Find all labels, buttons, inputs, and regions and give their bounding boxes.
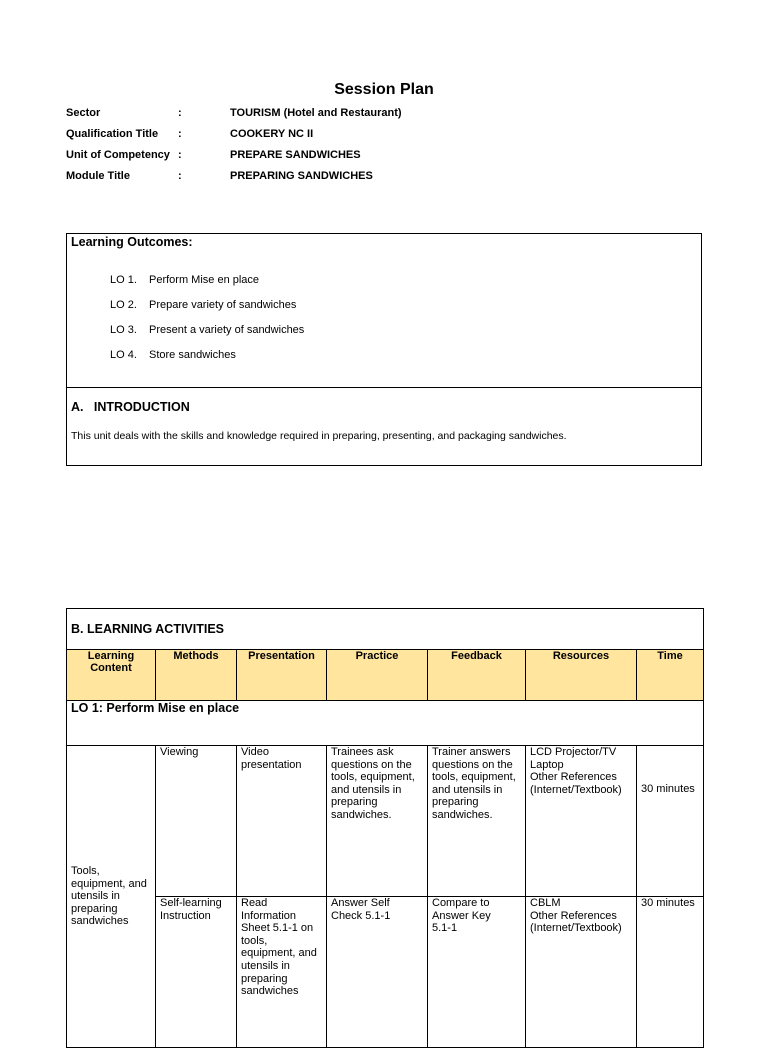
presentation-cell: Video presentation: [237, 746, 327, 897]
practice-cell: Answer Self Check 5.1-1: [327, 897, 428, 1048]
list-item: [110, 273, 510, 298]
feedback-cell: Compare to Answer Key 5.1-1: [428, 897, 526, 1048]
list-item: [110, 298, 510, 323]
learning-content-cell: Tools, equipment, and utensils in preparing sandwiches: [67, 746, 156, 1048]
learning-activities-heading: B. LEARNING ACTIVITIES: [67, 609, 704, 650]
session-metadata: [66, 106, 466, 190]
meta-label: Qualification Title: [66, 128, 159, 140]
practice-cell: Trainees ask questions on the tools, equipment, and utensils in preparing sandwiches.: [327, 746, 428, 897]
lo-text: Store sandwiches: [149, 349, 236, 361]
learning-outcomes-list: [110, 273, 510, 373]
meta-row-qualification: [66, 127, 466, 148]
feedback-cell: Trainer answers questions on the tools, equipment, and utensils in preparing sandwiches.: [428, 746, 526, 897]
meta-colon: :: [178, 170, 182, 182]
learning-outcomes-heading: Learning Outcomes:: [71, 235, 193, 249]
table-row: [67, 746, 704, 897]
column-header-learning-content: Learning Content: [67, 650, 156, 701]
lo-text: Present a variety of sandwiches: [149, 324, 305, 336]
method-cell: Self-learning Instruction: [156, 897, 237, 1048]
column-header-methods: Methods: [156, 650, 237, 701]
column-header-resources: Resources: [526, 650, 637, 701]
meta-label: Unit of Competency: [66, 149, 170, 161]
column-header-practice: Practice: [327, 650, 428, 701]
column-header-feedback: Feedback: [428, 650, 526, 701]
meta-row-module: [66, 169, 466, 190]
method-cell: Viewing: [156, 746, 237, 897]
lo-text: Prepare variety of sandwiches: [149, 299, 297, 311]
meta-label: Sector: [66, 107, 101, 119]
lo-number: LO 1.: [110, 274, 137, 286]
meta-value: PREPARING SANDWICHES: [230, 170, 373, 182]
meta-value: COOKERY NC II: [230, 128, 314, 140]
lo-number: LO 3.: [110, 324, 137, 336]
resources-cell: CBLM Other References (Internet/Textbook): [526, 897, 637, 1048]
learning-activities-table: [66, 608, 704, 1048]
meta-value: TOURISM (Hotel and Restaurant): [230, 107, 402, 119]
list-item: [110, 323, 510, 348]
lo-number: LO 4.: [110, 349, 137, 361]
meta-colon: :: [178, 149, 182, 161]
meta-colon: :: [178, 128, 182, 140]
page-title: Session Plan: [334, 81, 434, 98]
meta-row-sector: [66, 106, 466, 127]
learning-outcomes-box: [66, 233, 702, 466]
meta-colon: :: [178, 107, 182, 119]
section-divider: [67, 387, 701, 388]
list-item: [110, 348, 510, 373]
table-header-row: [67, 650, 704, 701]
introduction-text: This unit deals with the skills and knowledge required in preparing, presenting, and packaging sandwiches.: [71, 430, 567, 442]
resources-cell: LCD Projector/TV Laptop Other References (Internet/Textbook): [526, 746, 637, 897]
time-cell: 30 minutes: [637, 897, 704, 1048]
presentation-cell: Read Information Sheet 5.1-1 on tools, equipment, and utensils in preparing sandwiches: [237, 897, 327, 1048]
table-row: [67, 897, 704, 1048]
meta-label: Module Title: [66, 170, 130, 182]
column-header-time: Time: [637, 650, 704, 701]
time-cell: 30 minutes: [637, 746, 704, 897]
meta-row-unit: [66, 148, 466, 169]
column-header-presentation: Presentation: [237, 650, 327, 701]
lo-number: LO 2.: [110, 299, 137, 311]
lo-text: Perform Mise en place: [149, 274, 260, 286]
lo-1-heading: LO 1: Perform Mise en place: [67, 701, 704, 746]
meta-value: PREPARE SANDWICHES: [230, 149, 361, 161]
introduction-heading: A. INTRODUCTION: [71, 400, 190, 414]
